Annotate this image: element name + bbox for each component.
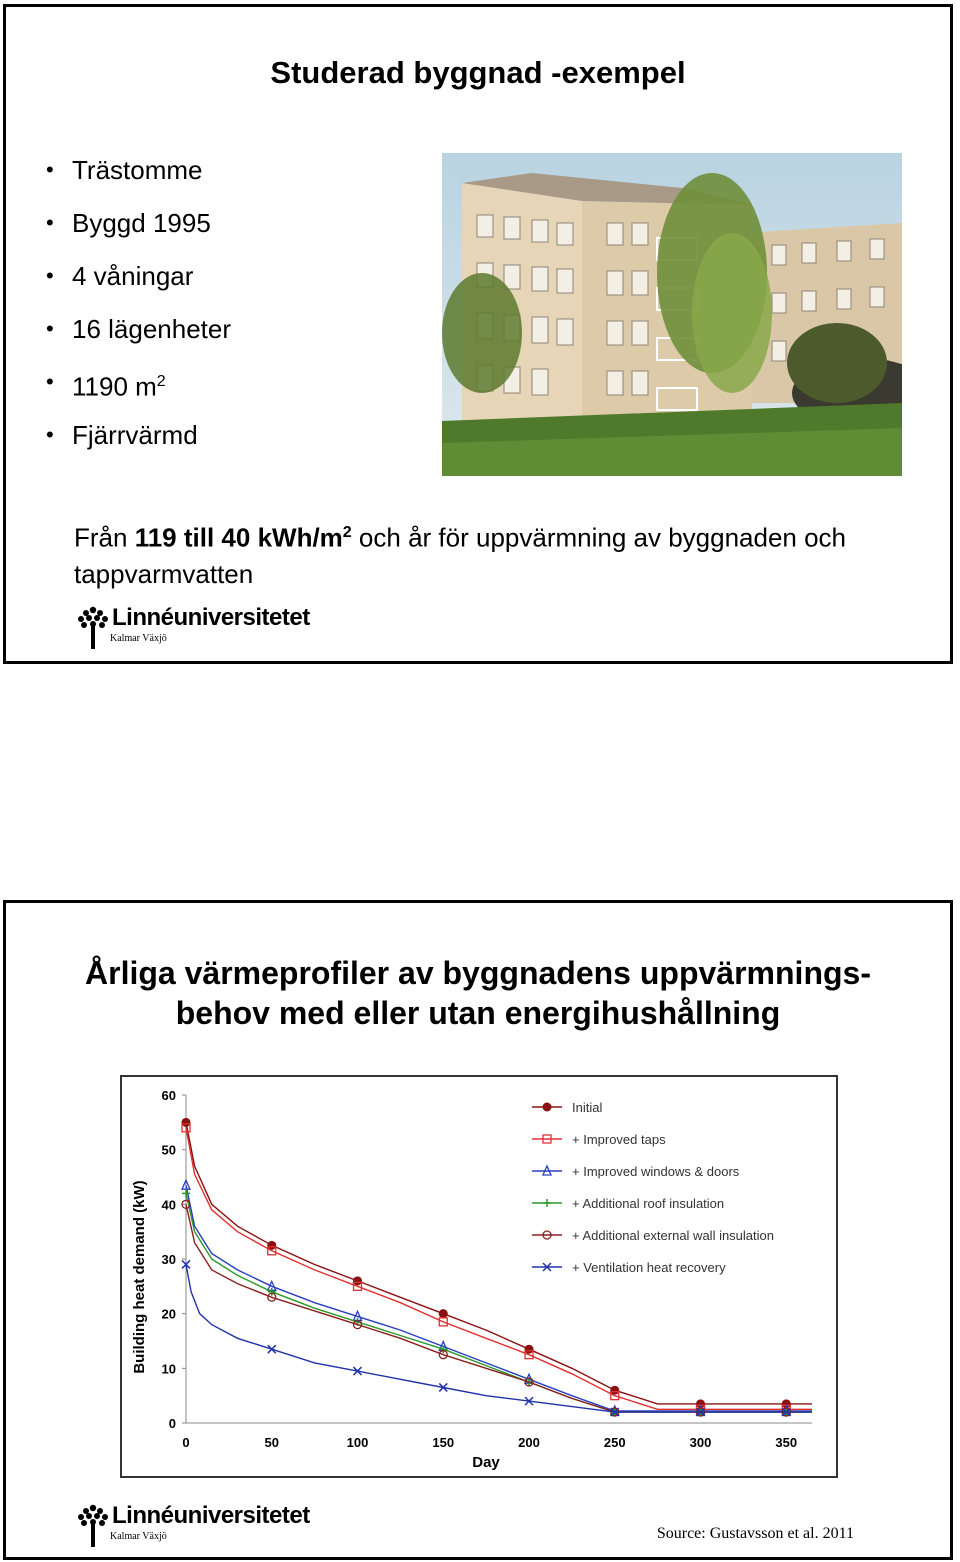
data-point xyxy=(525,1345,533,1353)
heat-demand-chart-svg xyxy=(122,1077,836,1476)
x-tick-label: 50 xyxy=(264,1435,279,1450)
y-tick-label: 60 xyxy=(161,1088,176,1103)
logo-subtitle: Kalmar Växjö xyxy=(110,1531,167,1542)
slide-2 xyxy=(3,900,953,1560)
x-axis-label: Day xyxy=(472,1454,500,1471)
building-facts-list xyxy=(46,155,231,473)
list-item: • 4 våningar xyxy=(46,261,194,291)
data-point xyxy=(439,1310,447,1318)
legend-label: + Additional roof insulation xyxy=(572,1196,725,1211)
data-point xyxy=(182,1118,190,1126)
series-line-2 xyxy=(186,1185,812,1411)
y-tick-label: 40 xyxy=(161,1197,176,1213)
tree-icon xyxy=(76,1503,110,1547)
legend-label: + Ventilation heat recovery xyxy=(572,1260,726,1275)
legend-label: + Improved windows & doors xyxy=(572,1164,740,1179)
apartment-building-photo xyxy=(442,153,902,476)
legend-marker xyxy=(543,1199,551,1207)
logo-wordmark: Linnéuniversitetet xyxy=(112,1502,310,1529)
y-tick-label: 20 xyxy=(161,1306,176,1322)
heat-demand-chart xyxy=(120,1075,838,1478)
x-tick-label: 250 xyxy=(603,1435,626,1450)
list-item: • 1190 $m^2$ xyxy=(46,369,166,402)
data-point xyxy=(354,1277,362,1285)
legend-label: + Improved taps xyxy=(572,1132,666,1147)
list-item: • Fjärrvärmd xyxy=(46,420,198,450)
list-item: • Trästomme xyxy=(46,155,203,185)
legend-label: + Additional external wall insulation xyxy=(572,1228,774,1243)
source-citation: Source: Gustavsson et al. 2011 xyxy=(656,1525,854,1542)
legend-label: Initial xyxy=(572,1100,603,1115)
list-item: • 16 lägenheter xyxy=(46,314,232,344)
x-tick-label: 100 xyxy=(346,1435,369,1450)
y-tick-label: 10 xyxy=(161,1361,176,1377)
x-tick-label: 200 xyxy=(518,1435,540,1450)
x-tick-label: 150 xyxy=(432,1435,455,1450)
linnaeus-university-logo xyxy=(76,605,310,649)
slide-1-title: Studerad byggnad -exempel xyxy=(270,55,686,90)
slide-2-title: Årliga värmeprofiler av byggnadens uppvärmnings- behov med eller utan energihushållning xyxy=(85,955,871,1031)
x-tick-label: 300 xyxy=(689,1435,712,1450)
series-line-5 xyxy=(186,1265,812,1413)
list-item: • Byggd 1995 xyxy=(46,208,211,238)
energy-reduction-note: Från 119 till 40 kWh/$m^2$ och år för uppvärmning av byggnaden och tappvarmvatten xyxy=(74,522,847,589)
y-axis-label: Building heat demand (kW) xyxy=(131,1180,148,1374)
logo-wordmark: Linnéuniversitetet xyxy=(112,604,310,631)
y-tick-label: 30 xyxy=(161,1252,176,1267)
data-point xyxy=(268,1241,276,1249)
data-point xyxy=(611,1386,619,1394)
x-tick-label: 350 xyxy=(775,1435,798,1450)
y-tick-label: 50 xyxy=(161,1142,176,1158)
legend-marker xyxy=(543,1103,551,1111)
tree-icon xyxy=(76,605,110,649)
x-tick-label: 0 xyxy=(182,1435,190,1450)
logo-subtitle: Kalmar Växjö xyxy=(110,633,167,644)
series-line-3 xyxy=(186,1193,812,1412)
data-point xyxy=(268,1345,276,1353)
y-tick-label: 0 xyxy=(168,1416,176,1431)
linnaeus-university-logo-2 xyxy=(76,1503,310,1547)
slide-1 xyxy=(3,4,953,664)
